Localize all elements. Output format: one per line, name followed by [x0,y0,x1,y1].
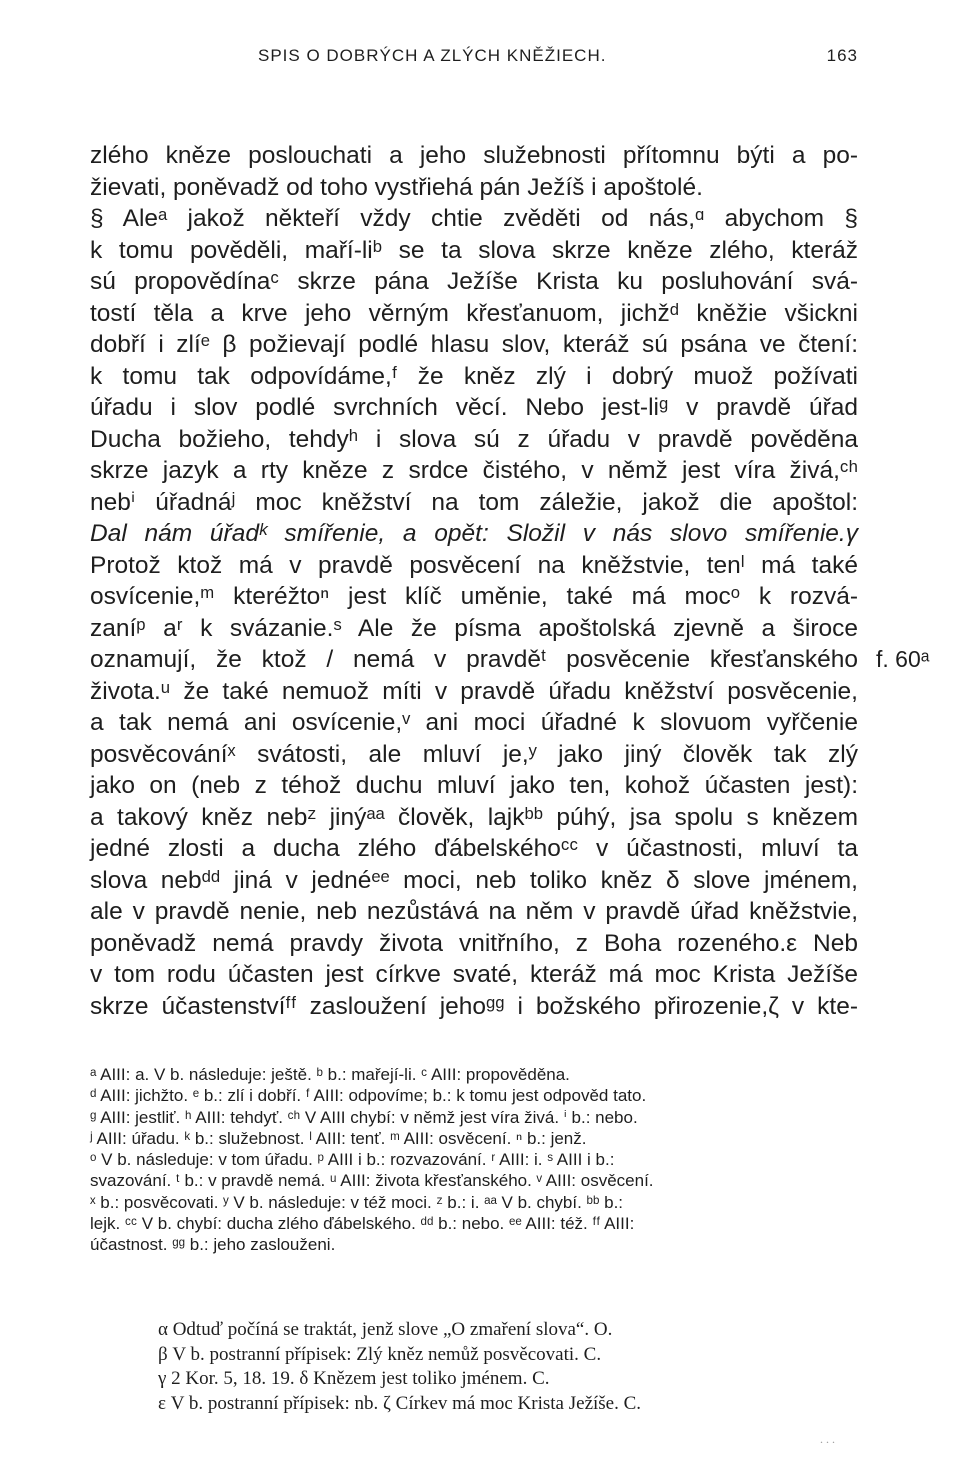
text-line: tostí těla a krve jeho věrným křesťanuom, jichžᵈ kněžie všickni [90,299,858,327]
variant-line: svazování. ᵗ b.: v pravdě nemá. ᵘ AIII: života křesťanského. ᵛ AIII: osvěcení. [90,1171,654,1191]
variant-line: lejk. ᶜᶜ V b. chybí: ducha zlého ďábelského. ᵈᵈ b.: nebo. ᵉᵉ AIII: též. ᶠᶠ AIII: [90,1214,635,1234]
text-line: osvícenie,ᵐ kteréžtoⁿ jest klíč uměnie, také má mocᵒ k rozvá- [90,583,858,610]
variant-line: ᵃ AIII: a. V b. následuje: ještě. ᵇ b.: mařejí-li. ᶜ AIII: propověděna. [90,1065,570,1084]
text-line: v tom rodu účasten jest církve svaté, kteráž má moc Krista Ježíše [90,961,858,988]
variant-line: ʲ AIII: úřadu. ᵏ b.: služebnost. ˡ AIII: tenť. ᵐ AIII: osvěcení. ⁿ b.: jenž. [90,1128,587,1148]
note-line: γ 2 Kor. 5, 18. 19. δ Knězem jest toliko jménem. C. [158,1368,550,1389]
variant-line: ˣ b.: posvěcovati. ʸ V b. následuje: v též moci. ᶻ b.: i. ᵃᵃ V b. chybí. ᵇᵇ b.: [90,1192,624,1212]
variant-apparatus [90,1064,858,1256]
text-line: nebⁱ úřadnáʲ moc kněžství na tom záležie, jakož die apoštol: [90,488,858,516]
text-line: zlého kněze poslouchati a jeho služebnosti přítomnu býti a po- [90,142,858,169]
page-number: 163 [826,46,858,65]
folio-margin-note: f. 60ᵃ [876,646,930,672]
note-line: β V b. postranní přípisek: Zlý kněz nemůž posvěcovati. C. [158,1343,602,1365]
variant-line: účastnost. ᵍᵍ b.: jeho zaslouženi. [90,1235,336,1255]
text-line: a takový kněz nebᶻ jinýᵃᵃ člověk, lajkᵇᵇ púhý, jsa spolu s knězem [90,803,858,831]
text-line: ale v pravdě nenie, neb nezůstává na něm v pravdě úřad kněžstvie, [90,898,858,925]
text-line: zaníᵖ aʳ k svázanie.ˢ Ale že písma apoštolská zjevně a široce [90,614,858,642]
text-line: sú propovědínaᶜ skrze pána Ježíše Krista ku posluhování svá- [90,268,858,295]
variant-line: ᵈ AIII: jichžto. ᵉ b.: zlí i dobří. ᶠ AIII: odpovíme; b.: k tomu jest odpověd tato. [90,1086,647,1106]
text-line: a tak nemá ani osvícenie,ᵛ ani moci úřadné k slovuom vyřčenie [90,709,858,736]
text-line: k tomu tak odpovídáme,ᶠ že kněz zlý i dobrý muož požívati [90,362,858,390]
text-line: jako on (neb z téhož duchu mluví jako ten, kohož účasten jest): [90,772,858,799]
main-text [90,140,858,1022]
text-line: skrze účastenstvíᶠᶠ zasloužení jehoᵍᵍ i božského přirozenie,ζ v kte- [90,992,858,1020]
text-line: § Aleᵃ jakož někteří vždy chtie zvěděti od nás,ᵅ abychom § [90,205,858,232]
running-header [258,46,858,76]
text-line: života.ᵘ že také nemuož míti v pravdě úřadu kněžství posvěcenie, [90,677,858,705]
text-line: poněvadž nemá pravdy života vnitřního, z Boha rozeného.ε Neb [90,929,858,957]
text-line: oznamují, že ktož / nemá v pravděᵗ posvěcenie křesťanského [90,646,858,673]
text-line: žievati, poněvadž od toho vystřiehá pán Ježíš i apoštolé. [90,173,703,201]
text-line: dobří i zlíᵉ β požievají podlé hlasu slov, kteráž sú psána ve čtení: [90,331,858,358]
text-line: jedné zlosti a ducha zlého ďábelskéhoᶜᶜ v účastnosti, mluví ta [90,835,858,862]
running-title: SPIS O DOBRÝCH A ZLÝCH KNĚŽIECH. [258,46,607,65]
note-line: α Odtuď počíná se traktát, jenž slove „O zmaření slova“. O. [158,1319,613,1340]
text-line: posvěcováníˣ svátosti, ale mluví je,ʸ jako jiný člověk tak zlý [90,740,858,768]
footer-dots: . . . [820,1432,835,1446]
text-line: k tomu pověděli, maří-liᵇ se ta slova skrze kněze zlého, kteráž [90,236,858,264]
variant-line: ᵒ V b. následuje: v tom úřadu. ᵖ AIII i b.: rozvazování. ʳ AIII: i. ˢ AIII i b.: [90,1150,615,1170]
text-line: Ducha božieho, tehdyʰ i slova sú z úřadu v pravdě pověděna [90,425,858,453]
source-notes [158,1318,818,1416]
text-line: skrze jazyk a rty kněze z srdce čistého, v němž jest víra živá,ᶜʰ [90,457,858,484]
text-line: úřadu i slov podlé svrchních věcí. Nebo jest-liᵍ v pravdě úřad [90,394,858,421]
text-line: slova nebᵈᵈ jiná v jednéᵉᵉ moci, neb toliko kněz δ slove jménem, [90,866,858,894]
variant-line: ᵍ AIII: jestliť. ʰ AIII: tehdyť. ᶜʰ V AIII chybí: v němž jest víra živá. ⁱ b.: nebo. [90,1107,638,1127]
text-line: Protož ktož má v pravdě posvěcení na kněžstvie, tenˡ má také [90,551,858,579]
text-line: Dal nám úřadᵏ smířenie, a opět: Složil v nás slovo smířenie.γ [90,520,858,547]
note-line: ε V b. postranní přípisek: nb. ζ Církev má moc Krista Ježíše. C. [158,1392,642,1414]
